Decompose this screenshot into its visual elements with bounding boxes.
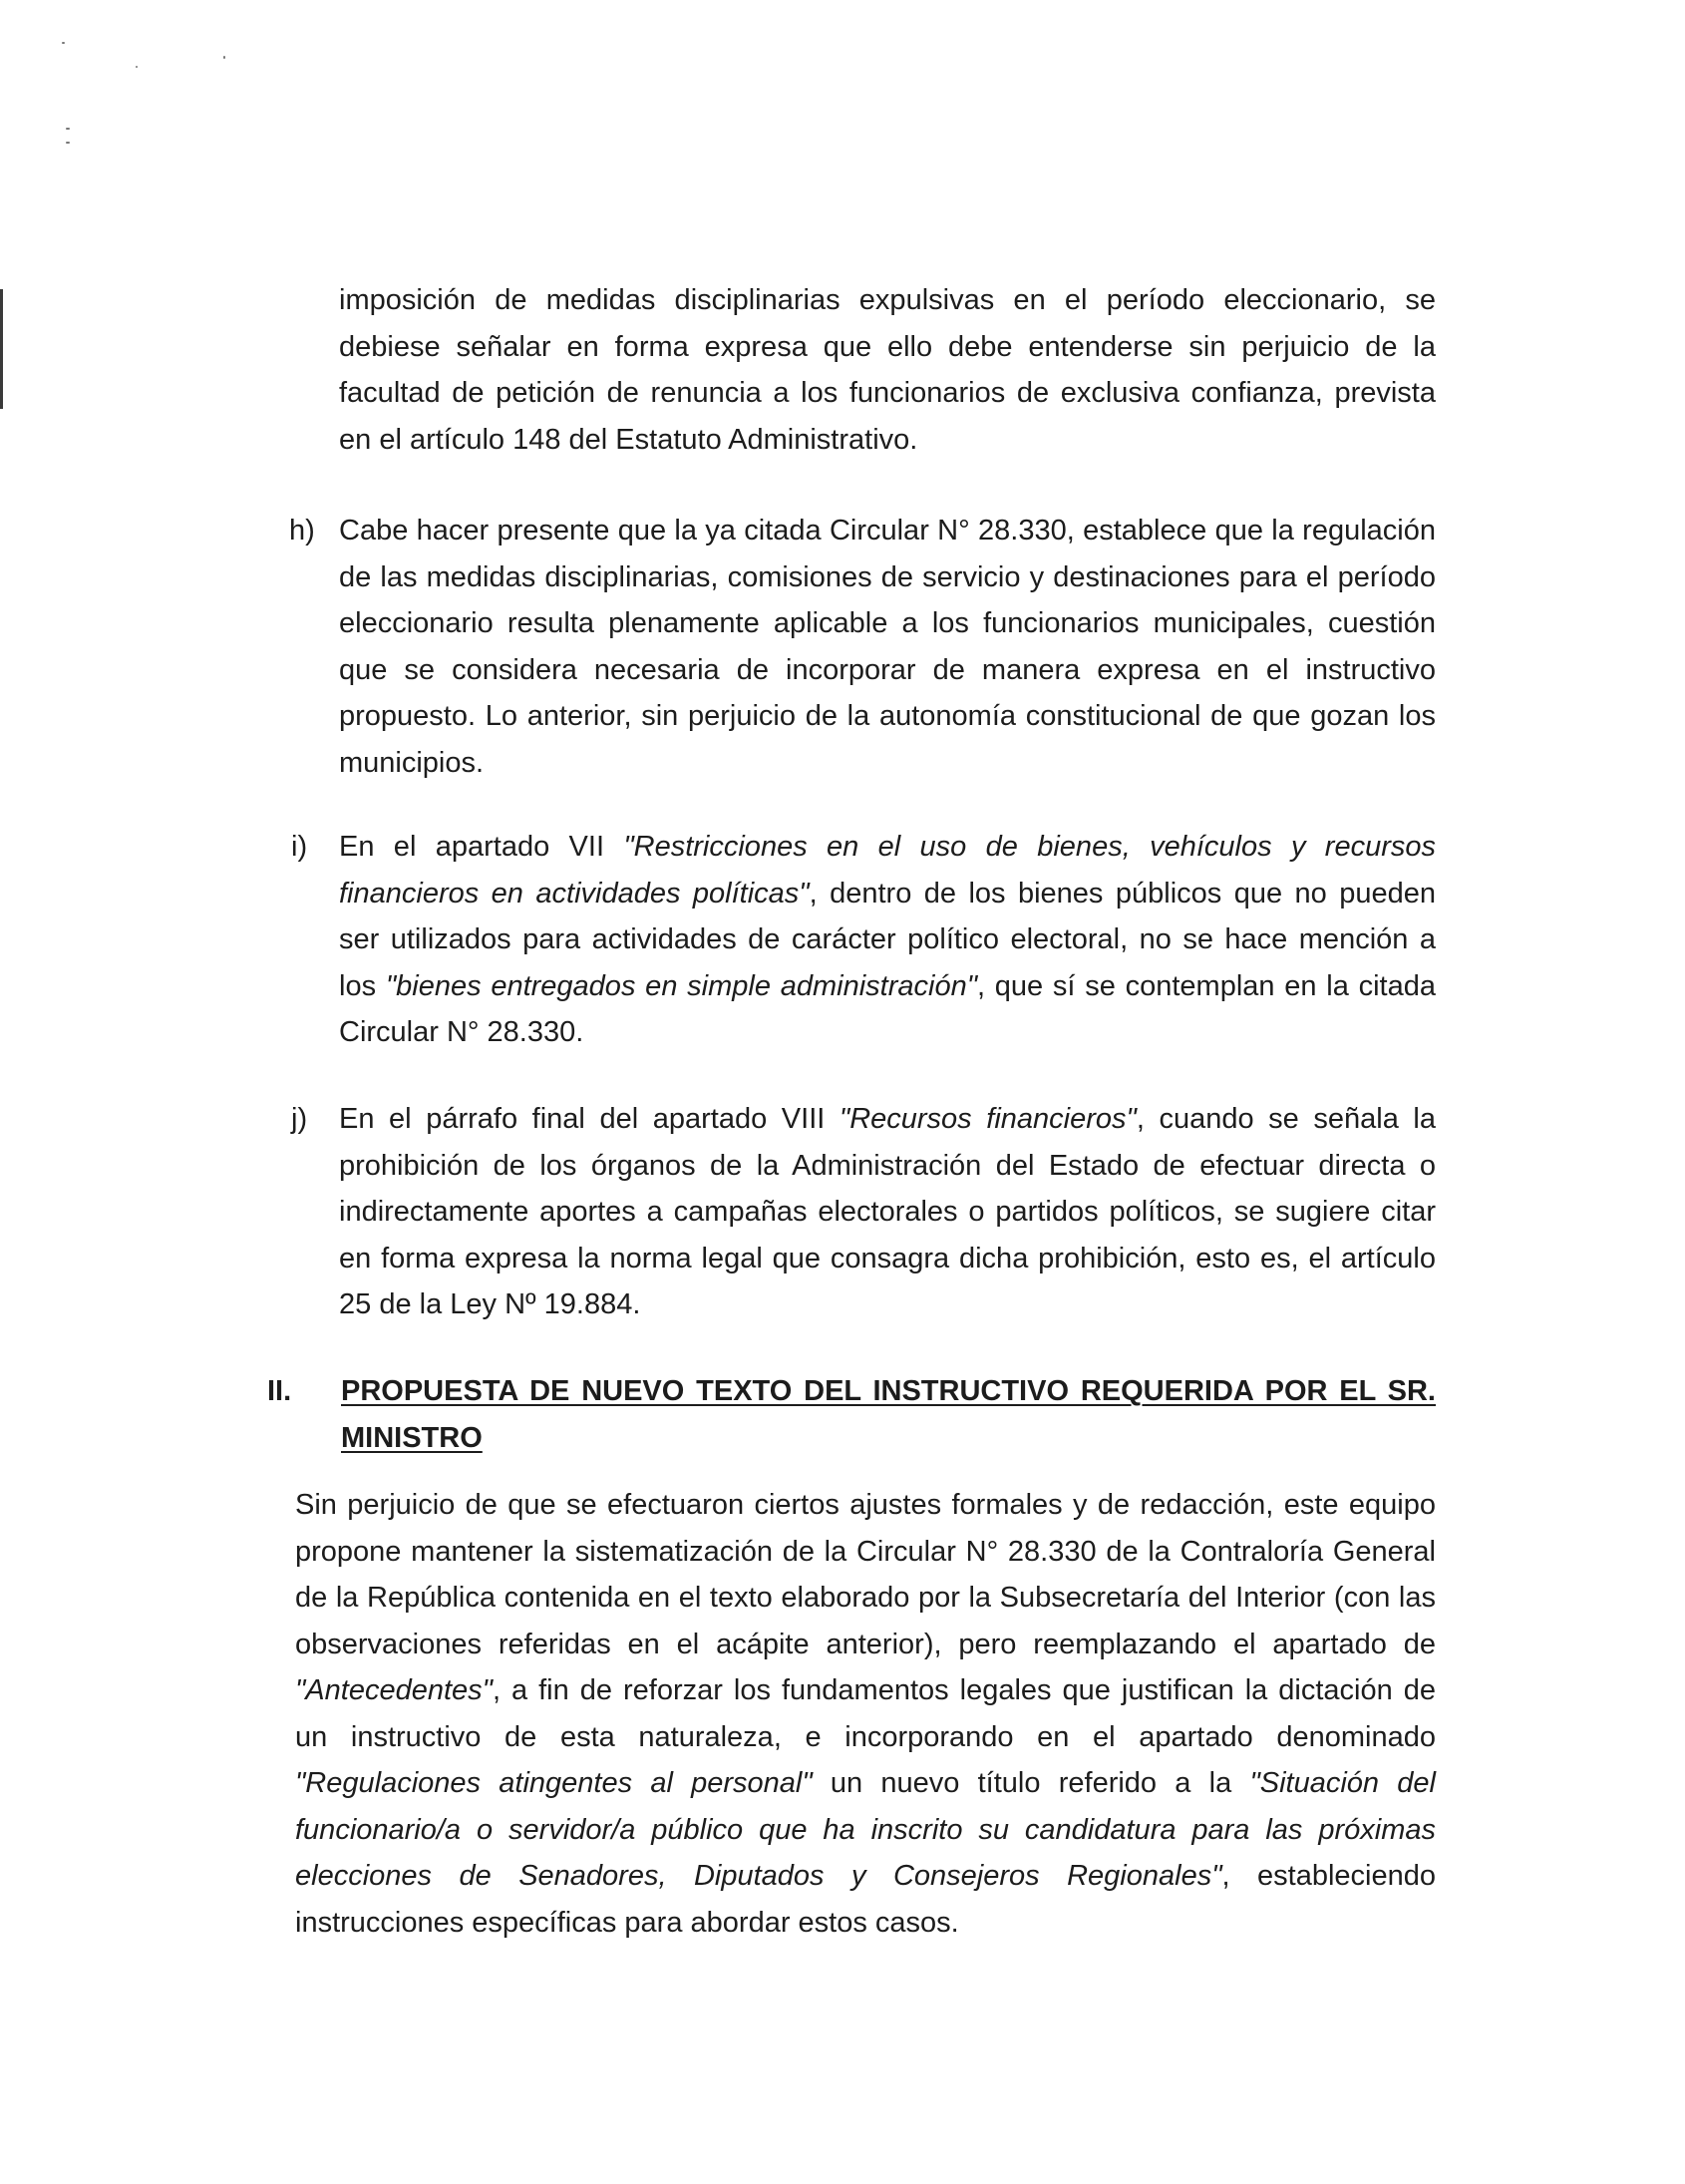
scan-edge-line	[0, 289, 3, 409]
closing-text-3: un nuevo título referido a la	[812, 1767, 1250, 1799]
item-h-paragraph: Cabe hacer presente que la ya citada Circular N° 28.330, establece que la regulación de las medidas disciplinarias, comisiones de servicio y destinaciones para el período eleccionario resulta plenamente aplicable a los funcionarios municipales, cuestión que se considera necesaria de incorporar de manera expresa en el instructivo propuesto. Lo anterior, sin perjuicio de la autonomía constitucional de que gozan los municipios.	[339, 515, 1436, 779]
item-j-text-1: En el párrafo final del apartado VIII	[339, 1103, 840, 1135]
item-marker-i: i)	[291, 831, 308, 863]
scan-speck	[223, 56, 225, 59]
scan-speck	[62, 42, 65, 44]
item-i-text-3: , que sí se contemplan en la citada Circular N° 28.330.	[339, 969, 1436, 1048]
closing-italic-3: "Situación del funcionario/a o servidor/a público que ha inscrito su candidatura para las próximas elecciones de Senadores, Diputados y Consejeros Regionales"	[295, 1767, 1436, 1892]
scan-speck	[136, 66, 138, 68]
item-i-text-2: , dentro de los bienes públicos que no pueden ser utilizados para actividades de carácter político electoral, no se hace mención a los	[339, 877, 1437, 1002]
closing-italic-2: "Regulaciones atingentes al personal"	[295, 1767, 813, 1799]
item-i-paragraph	[339, 824, 1436, 1056]
item-i-text-1: En el apartado VII	[339, 831, 624, 863]
scan-speck	[66, 142, 70, 144]
item-i-italic-2: "bienes entregados en simple administración"	[385, 969, 977, 1002]
closing-paragraph	[295, 1482, 1436, 1946]
item-j-text-2: , cuando se señala la prohibición de los órganos de la Administración del Estado de efectuar directa o indirectamente aportes a campañas electorales o partidos políticos, se sugiere citar en forma expresa la norma legal que consagra dicha prohibición, esto es, el artículo 25 de la Ley Nº 19.884.	[339, 1103, 1436, 1320]
closing-text-2: , a fin de reforzar los fundamentos legales que justifican la dictación de un instructivo de esta naturaleza, e incorporando en el apartado denominado	[295, 1674, 1436, 1753]
continuation-paragraph: imposición de medidas disciplinarias expulsivas en el período eleccionario, se debiese señalar en forma expresa que ello debe entenderse sin perjuicio de la facultad de petición de renuncia a los funcionarios de exclusiva confianza, prevista en el artículo 148 del Estatuto Administrativo.	[339, 284, 1436, 456]
item-marker-j: j)	[291, 1103, 308, 1135]
scan-speck	[66, 128, 70, 130]
section-title: PROPUESTA DE NUEVO TEXTO DEL INSTRUCTIVO REQUERIDA POR EL SR. MINISTRO	[341, 1375, 1436, 1454]
closing-text-4: , estableciendo instrucciones específicas para abordar estos casos.	[295, 1860, 1436, 1939]
item-marker-h: h)	[289, 515, 315, 546]
item-i-italic-1: "Restricciones en el uso de bienes, vehículos y recursos financieros en actividades políticas"	[339, 831, 1436, 910]
item-j-paragraph	[339, 1096, 1436, 1328]
section-number: II.	[267, 1375, 292, 1407]
closing-text-1: Sin perjuicio de que se efectuaron ciertos ajustes formales y de redacción, este equipo propone mantener la sistematización de la Circular N° 28.330 de la Contraloría General de la República contenida en el texto elaborado por la Subsecretaría del Interior (con las observaciones referidas en el acápite anterior), pero reemplazando el apartado de	[295, 1489, 1436, 1660]
closing-italic-1: "Antecedentes"	[295, 1674, 493, 1706]
item-j-italic-1: "Recursos financieros"	[839, 1103, 1137, 1135]
